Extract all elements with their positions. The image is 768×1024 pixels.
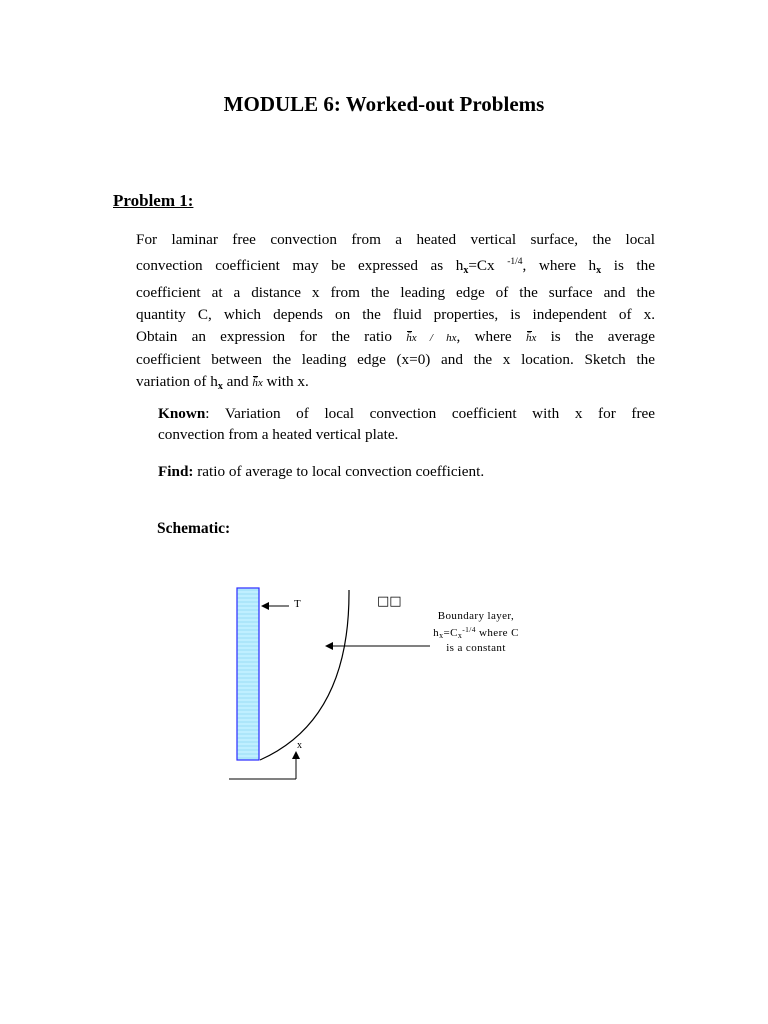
problem-line-7: variation of $h_x$ and h̄x with x. bbox=[136, 373, 309, 392]
problem-line-3: coefficient at a distance x from the leading edge of the surface and the bbox=[136, 284, 655, 301]
boundary-label-line-2: $h_x=C_x^{-1/4}$ where C bbox=[433, 625, 519, 640]
problem-line-6: coefficient between the leading edge (x=0) and the x location. Sketch the bbox=[136, 351, 655, 368]
problem-line-4: quantity C, which depends on the fluid properties, is independent of x. bbox=[136, 306, 655, 323]
heated-plate bbox=[237, 588, 259, 760]
problem-heading: Problem 1: bbox=[113, 191, 194, 210]
ambient-label: □□ bbox=[377, 594, 402, 609]
boundary-layer-curve bbox=[260, 590, 349, 760]
schematic-label: Schematic: bbox=[157, 520, 231, 537]
ratio-expression: h̄x / hx bbox=[406, 332, 457, 344]
known-label: Known bbox=[158, 405, 206, 422]
boundary-label-line-1: Boundary layer, bbox=[437, 610, 515, 622]
surface-temp-label: T bbox=[294, 598, 301, 610]
find-label: Find: bbox=[158, 463, 194, 480]
find-section: Find: ratio of average to local convection coefficient. bbox=[158, 463, 485, 480]
problem-line-5: Obtain an expression for the ratio h̄x / hx, where h̄x is the average bbox=[136, 328, 655, 345]
known-line-1: Known: Variation of local convection coefficient with x for free bbox=[158, 405, 655, 422]
average-coefficient-symbol-2: h̄x bbox=[252, 377, 263, 389]
problem-line-1: For laminar free convection from a heated vertical surface, the local bbox=[136, 231, 655, 248]
boundary-label-line-3: is a constant bbox=[446, 642, 506, 654]
problem-line-2: convection coefficient may be expressed as $h_x=Cx$ $^{-1/4}$, where $h_x$ is the bbox=[136, 257, 655, 276]
boundary-layer-label bbox=[420, 610, 532, 655]
x-label: x bbox=[297, 740, 302, 751]
page-title: MODULE 6: Worked-out Problems bbox=[223, 92, 545, 116]
average-coefficient-symbol: h̄x bbox=[525, 332, 537, 344]
known-line-2: convection from a heated vertical plate. bbox=[158, 426, 399, 443]
